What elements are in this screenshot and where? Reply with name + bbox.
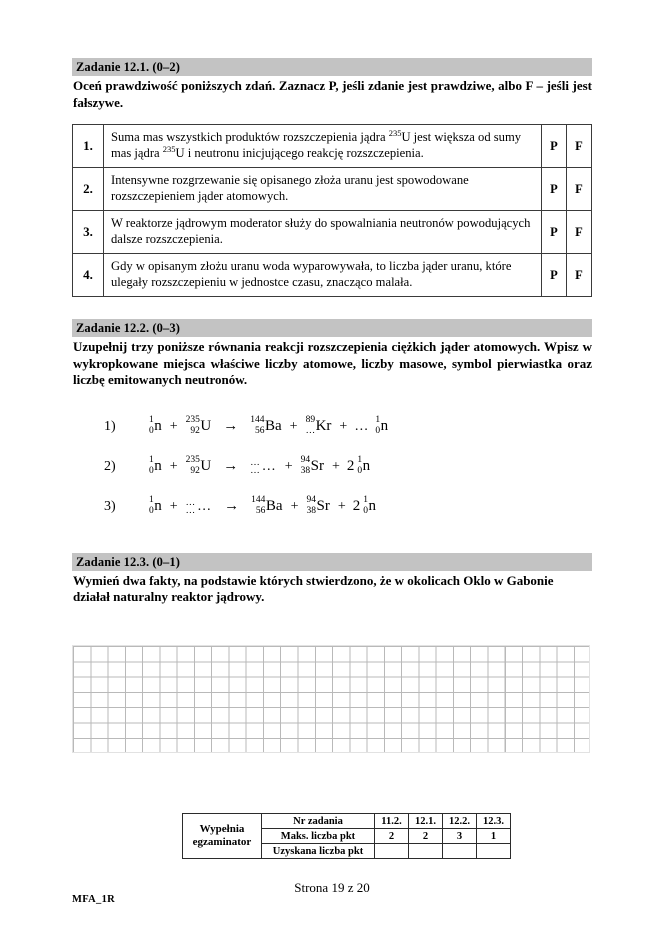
table-row [73, 211, 592, 254]
mass-number: 144 [250, 415, 265, 425]
examiner-score-table [182, 813, 511, 859]
mass-number: 235 [185, 415, 200, 425]
element-symbol: Sr [310, 458, 324, 474]
nuclide-numbers [149, 416, 154, 436]
nuclear-equations-list [72, 407, 592, 527]
nuclide-term [363, 497, 376, 517]
element-symbol: n [380, 418, 389, 434]
plus-operator: + [284, 458, 293, 474]
nuclide-numbers [357, 456, 362, 476]
coefficient: 2 [352, 498, 361, 514]
equation-body [148, 417, 389, 437]
row-number: 2. [73, 168, 104, 211]
row-number: 1. [73, 125, 104, 168]
atomic-number: 56 [255, 425, 265, 436]
plus-operator: + [332, 458, 340, 474]
examiner-row-label: Nr zadania [262, 814, 375, 829]
nuclide-term [186, 417, 212, 437]
task-header-12-1: Zadanie 12.1. (0–2) [72, 58, 592, 76]
nuclide-numbers [306, 416, 316, 436]
element-symbol: Sr [316, 498, 330, 514]
blank-nuclide-term[interactable] [250, 459, 277, 475]
task-header-12-3: Zadanie 12.3. (0–1) [72, 553, 592, 571]
plus-operator: + [290, 498, 299, 514]
blank-numbers[interactable] [186, 499, 196, 515]
answer-option-p[interactable]: P [542, 254, 567, 297]
answer-option-f[interactable]: F [567, 168, 592, 211]
nuclide-term [375, 417, 388, 437]
examiner-title [183, 814, 262, 859]
statement-text: Gdy w opisanym złożu uranu woda wyparowywała, to liczba jąder uranu, które ulegały rozszczepieniu w jednostce czasu, znacząco malała. [104, 254, 542, 297]
examiner-cell: 1 [477, 829, 511, 844]
atomic-number: 92 [190, 465, 200, 476]
answer-grid-area[interactable] [72, 645, 590, 753]
examiner-box [182, 813, 511, 859]
mass-number: 1 [375, 415, 381, 425]
mass-number: 89 [305, 415, 316, 425]
row-number: 4. [73, 254, 104, 297]
blank-atomic-number[interactable]: … [185, 505, 196, 516]
atomic-number: 38 [306, 505, 316, 516]
task-prompt-12-3: Wymień dwa fakty, na podstawie których stwierdzono, że w okolicach Oklo w Gabonie działał naturalny reaktor jądrowy. [73, 572, 554, 604]
equation-body [148, 457, 371, 477]
isotope-superscript: 235 [388, 127, 402, 138]
plus-operator: + [337, 498, 346, 514]
examiner-cell: 3 [443, 829, 477, 844]
nuclide-term [250, 417, 281, 437]
nuclide-numbers [375, 416, 380, 436]
reaction-arrow-icon: → [224, 498, 240, 514]
plus-operator: + [289, 418, 298, 434]
nuclide-term [357, 457, 370, 477]
nuclide-term [306, 417, 332, 437]
answer-option-f[interactable]: F [567, 254, 592, 297]
mass-number: 144 [251, 495, 266, 505]
atomic-number: 0 [149, 425, 154, 436]
mass-number: 1 [149, 455, 154, 465]
nuclide-numbers [250, 416, 264, 436]
nuclide-numbers [149, 496, 154, 516]
equation-row [104, 407, 592, 447]
examiner-cell: 12.1. [409, 814, 443, 829]
nuclide-numbers [301, 456, 311, 476]
nuclide-term [149, 417, 162, 437]
task-prompt-12-1: Oceń prawdziwość poniższych zdań. Zaznacz P, jeśli zdanie jest prawdziwe, albo F – jeśli jest fałszywe. [73, 78, 592, 110]
atomic-number: 92 [190, 425, 200, 436]
answer-option-p[interactable]: P [542, 125, 567, 168]
mass-number: 1 [149, 415, 154, 425]
blank-element-symbol[interactable]: … [261, 458, 277, 474]
element-symbol: n [154, 418, 162, 434]
blank-nuclide-term[interactable] [186, 499, 213, 515]
blank-mass-number[interactable]: … [185, 497, 196, 508]
nuclide-term [186, 457, 212, 477]
blank-numbers[interactable] [250, 459, 260, 475]
examiner-cell-input[interactable] [375, 844, 409, 859]
blank-mass-number[interactable]: … [250, 457, 260, 468]
table-row [183, 814, 511, 829]
task-prompt-12-2: Uzupełnij trzy poniższe równania reakcji rozszczepienia ciężkich jąder atomowych. Wpisz w wykropkowane miejsca właściwe liczby atomowe, liczby masowe, symbol pierwiastka oraz liczbę emitowanych neutronów. [73, 339, 592, 387]
nuclide-numbers [186, 416, 200, 436]
equation-label: 1) [104, 418, 116, 434]
mass-number: 94 [300, 455, 311, 465]
answer-option-f[interactable]: F [567, 211, 592, 254]
element-symbol: Kr [315, 418, 332, 434]
true-false-table [72, 124, 592, 297]
element-symbol: n [362, 458, 371, 474]
examiner-cell: 12.2. [443, 814, 477, 829]
equation-row [104, 487, 592, 527]
mass-number: 94 [306, 495, 316, 505]
examiner-cell: 12.3. [477, 814, 511, 829]
plus-operator: + [169, 498, 178, 514]
answer-option-f[interactable]: F [567, 125, 592, 168]
examiner-cell-input[interactable] [477, 844, 511, 859]
equation-row [104, 447, 592, 487]
examiner-title-line2: egzaminator [192, 836, 252, 848]
table-row [73, 168, 592, 211]
examiner-cell-input[interactable] [409, 844, 443, 859]
plus-operator: + [169, 458, 178, 474]
statement-part-1: Suma mas wszystkich produktów rozszczepienia jądra [111, 130, 389, 144]
reaction-arrow-icon: → [223, 418, 239, 434]
nuclide-term [306, 497, 329, 517]
statement-part-3: U i neutronu inicjującego reakcję rozszczepienia. [175, 145, 424, 160]
element-symbol: Ba [265, 418, 282, 434]
page-content [72, 58, 592, 606]
equation-label: 2) [104, 458, 116, 474]
mass-number: 1 [363, 495, 368, 505]
atomic-number: … [305, 425, 316, 436]
examiner-cell: 2 [409, 829, 443, 844]
nuclide-numbers [149, 456, 154, 476]
equation-body [148, 497, 377, 517]
reaction-arrow-icon: → [223, 458, 239, 474]
examiner-title-line1: Wypełnia [199, 823, 245, 835]
table-row [73, 125, 592, 168]
answer-option-p[interactable]: P [542, 168, 567, 211]
nuclide-term [301, 457, 324, 477]
plus-operator: + [169, 418, 178, 434]
row-number: 3. [73, 211, 104, 254]
element-symbol: n [154, 458, 162, 474]
blank-element-symbol[interactable]: … [197, 498, 213, 514]
mass-number: 1 [357, 455, 363, 465]
examiner-row-label: Maks. liczba pkt [262, 829, 375, 844]
element-symbol: n [154, 498, 162, 514]
examiner-cell: 2 [375, 829, 409, 844]
sheet-code: MFA_1R [72, 894, 116, 905]
nuclide-term [149, 457, 162, 477]
nuclide-numbers [363, 496, 368, 516]
element-symbol: U [200, 458, 212, 474]
blank-coefficient[interactable]: … [354, 418, 370, 434]
isotope-superscript: 235 [162, 143, 176, 154]
coefficient: 2 [346, 458, 355, 474]
atomic-number: 38 [300, 465, 311, 476]
blank-atomic-number[interactable]: … [250, 465, 260, 476]
atomic-number: 0 [149, 505, 154, 516]
examiner-cell: 11.2. [375, 814, 409, 829]
element-symbol: U [200, 418, 212, 434]
table-row [73, 254, 592, 297]
statement-text [104, 125, 542, 168]
nuclide-numbers [306, 496, 316, 516]
examiner-cell-input[interactable] [443, 844, 477, 859]
task-header-12-2: Zadanie 12.2. (0–3) [72, 319, 592, 337]
atomic-number: 56 [255, 505, 266, 516]
nuclide-numbers [251, 496, 265, 516]
mass-number: 1 [149, 495, 154, 505]
element-symbol: n [368, 498, 376, 514]
answer-option-p[interactable]: P [542, 211, 567, 254]
examiner-row-label: Uzyskana liczba pkt [262, 844, 375, 859]
element-symbol: Ba [265, 498, 283, 514]
page-number: Strona 19 z 20 [294, 880, 370, 895]
plus-operator: + [339, 418, 348, 434]
statement-text: Intensywne rozgrzewanie się opisanego złoża uranu jest spowodowane rozszczepieniem jąder atomowych. [104, 168, 542, 211]
nuclide-term [251, 497, 282, 517]
equation-label: 3) [104, 498, 116, 514]
statement-text: W reaktorze jądrowym moderator służy do spowalniania neutronów powodujących dalsze rozszczepienia. [104, 211, 542, 254]
atomic-number: 0 [363, 505, 368, 516]
mass-number: 235 [185, 455, 200, 465]
atomic-number: 0 [149, 465, 154, 476]
atomic-number: 0 [375, 425, 381, 436]
nuclide-numbers [186, 456, 200, 476]
nuclide-term [149, 497, 162, 517]
atomic-number: 0 [357, 465, 363, 476]
statement-part-2: U jest większa od sumy mas jądra [111, 130, 522, 160]
